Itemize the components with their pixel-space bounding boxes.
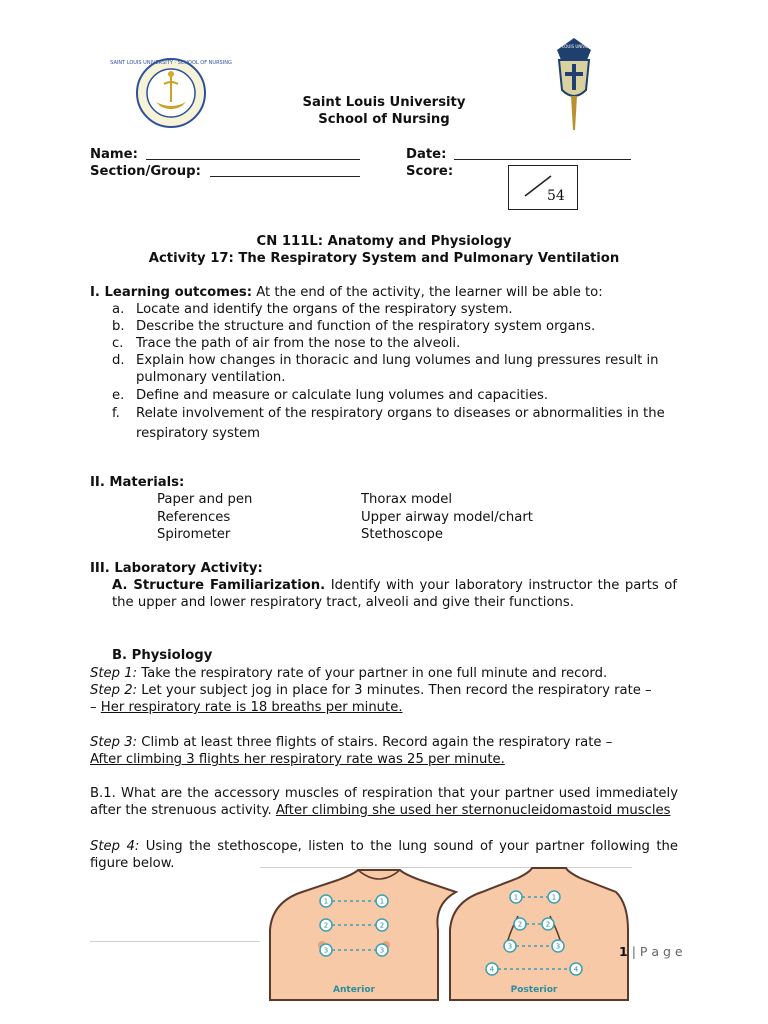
outcome-letter: e. [112,388,125,403]
question-b1-answer: After climbing she used her sternonucleidomastoid muscles [275,803,671,818]
step-3-answer: After climbing 3 flights her respiratory rate was 25 per minute. [90,752,505,767]
outcome-letter: c. [112,336,124,351]
name-label: Name: [90,147,138,162]
university-crest-logo [548,36,600,132]
outcome-text: Describe the structure and function of the respiratory system organs. [136,319,596,334]
step-3-text: Climb at least three flights of stairs. Record again the respiratory rate – [137,735,613,750]
auscultation-figure [262,868,632,1000]
step-2-label: Step 2: [90,683,138,698]
right-logo-text: SAINT LOUIS UNIVERSITY [548,44,600,49]
anterior-point: 1 [379,897,385,906]
step-2-answer: Her respiratory rate is 18 breaths per minute. [100,700,403,715]
outcome-text: Explain how changes in thoracic and lung volumes and lung pressures result in pulmonary ventilation. [136,353,659,385]
score-label: Score: [406,164,454,179]
anterior-point: 2 [379,921,385,930]
outcome-text: Define and measure or calculate lung volumes and capacities. [136,388,549,403]
page-number: 1 [619,944,628,959]
outcome-letter: a. [112,302,125,317]
anterior-point: 2 [323,921,329,930]
material-item: Upper airway model/chart [361,510,533,525]
posterior-point: 1 [551,893,557,902]
physiology-heading: B. Physiology [112,648,213,663]
nursing-school-seal-logo [110,56,232,130]
material-item: Spirometer [157,527,231,542]
step-1-text: Take the respiratory rate of your partner in one full minute and record. [137,666,608,681]
step-2 [90,682,680,699]
posterior-point: 3 [507,942,513,951]
posterior-label: Posterior [510,985,558,995]
score-box[interactable] [508,165,578,210]
posterior-point: 4 [573,965,579,974]
question-b1-text: B.1. What are the accessory muscles of respiration that your partner used immediately after the strenuous activity. [90,786,678,818]
structure-familiarization [112,577,677,611]
step-2-answer-line: – Her respiratory rate is 18 breaths per minute. [90,700,403,715]
anterior-label: Anterior [333,985,375,995]
section-group-label: Section/Group: [90,164,201,179]
university-name: Saint Louis University [302,95,466,110]
learning-outcomes-label: I. Learning outcomes: [90,285,253,300]
learning-outcomes-heading [90,284,690,301]
date-label: Date: [406,147,447,162]
outcome-text: Relate involvement of the respiratory organs to diseases or abnormalities in the respiratory system [136,406,665,441]
posterior-point: 1 [513,893,519,902]
posterior-point: 2 [545,920,551,929]
structure-familiarization-label: A. Structure Familiarization. [112,578,326,593]
posterior-point: 2 [517,920,523,929]
anterior-point: 3 [379,946,385,955]
section-group-field-line[interactable] [210,176,360,177]
posterior-torso [450,868,628,1000]
materials-heading: II. Materials: [90,475,185,490]
step-4-label: Step 4: [90,839,140,854]
outcome-letter: b. [112,319,125,334]
page-word: | P a g e [631,944,683,959]
step-4-text: Using the stethoscope, listen to the lung sound of your partner following the figure below. [90,839,678,871]
outcome-text: Locate and identify the organs of the respiratory system. [136,302,513,317]
school-name: School of Nursing [318,112,450,127]
anterior-torso [270,870,456,1000]
left-logo-text: SAINT LOUIS UNIVERSITY · SCHOOL OF NURSING [110,60,232,66]
material-item: References [157,510,231,525]
outcome-letter: f. [112,406,120,421]
step-3 [90,734,680,751]
lab-activity-heading: III. Laboratory Activity: [90,561,263,576]
learning-outcomes-intro: At the end of the activity, the learner will be able to: [252,285,603,300]
material-item: Thorax model [361,492,453,507]
anterior-point: 1 [323,897,329,906]
anterior-point: 3 [323,946,329,955]
course-title: CN 111L: Anatomy and Physiology [256,234,512,249]
step-3-label: Step 3: [90,735,138,750]
step-1 [90,665,680,682]
date-field-line[interactable] [454,159,631,160]
posterior-point: 4 [489,965,495,974]
activity-title: Activity 17: The Respiratory System and Pulmonary Ventilation [148,251,620,266]
outcome-letter: d. [112,353,125,368]
structure-familiarization-text: Identify with your laboratory instructor the parts of the upper and lower respiratory tract, alveoli and give their functions. [112,578,677,610]
outcome-text: Trace the path of air from the nose to the alveoli. [136,336,461,351]
material-item: Stethoscope [361,527,443,542]
footer-rule [90,941,260,942]
page-footer [619,944,683,960]
posterior-point: 3 [555,942,561,951]
name-field-line[interactable] [146,159,360,160]
step-1-label: Step 1: [90,666,138,681]
question-b1 [90,785,678,819]
material-item: Paper and pen [157,492,253,507]
score-total: 54 [547,188,565,204]
step-2-text: Let your subject jog in place for 3 minutes. Then record the respiratory rate – [137,683,652,698]
